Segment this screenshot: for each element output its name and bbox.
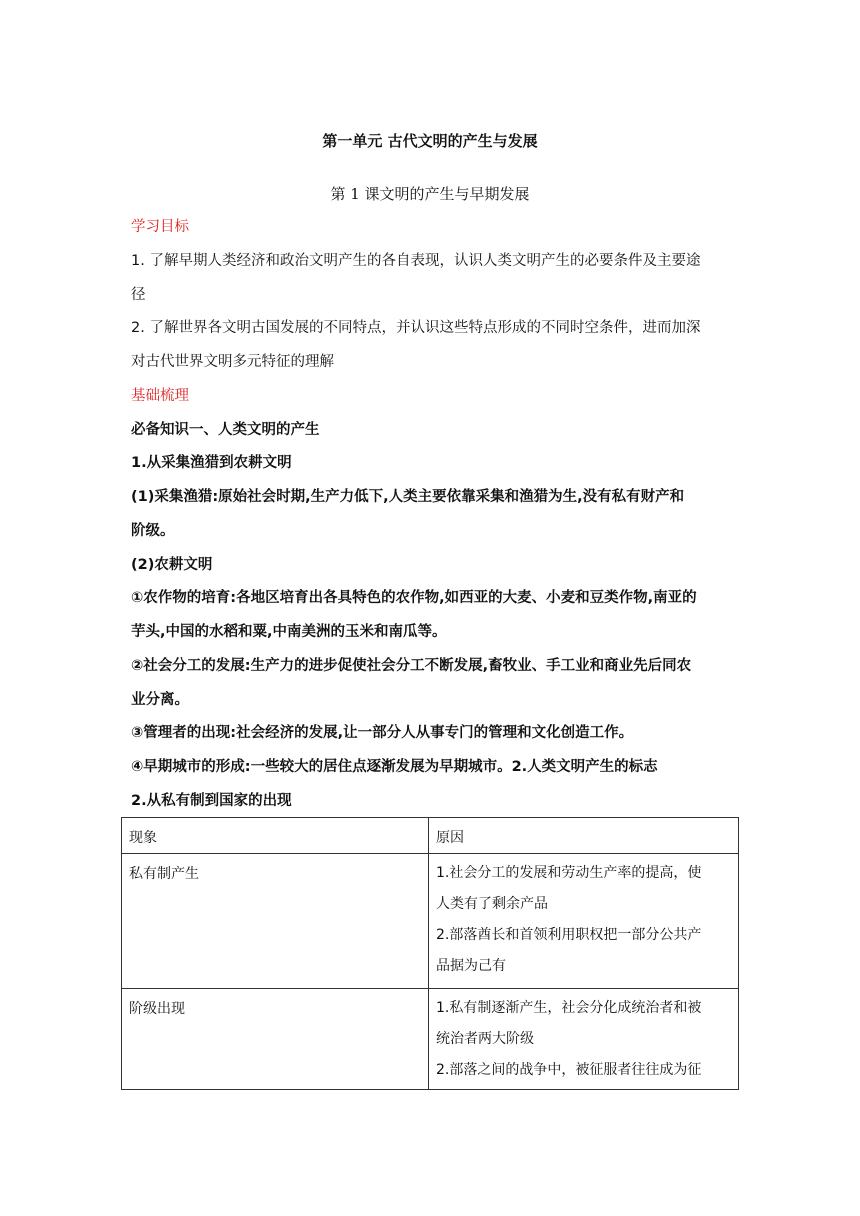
lesson-title: 第 1 课文明的产生与早期发展 (330, 185, 530, 203)
phenomenon-reason-table (121, 817, 739, 1090)
reason-cell (429, 989, 739, 1090)
reason-line: 1.私有制逐渐产生，社会分化成统治者和被 (436, 1000, 702, 1016)
phenomenon-cell: 阶级出现 (122, 989, 429, 1090)
knowledge-heading: 必备知识一、人类文明的产生 (131, 422, 320, 438)
item-1-line-1: ①农作物的培育:各地区培育出各具特色的农作物,如西亚的大麦、小麦和豆类作物,南亚的 (131, 590, 697, 606)
item-2-line-1: ②社会分工的发展:生产力的进步促使社会分工不断发展,畜牧业、手工业和商业先后同农 (131, 658, 692, 674)
reason-line: 品据为己有 (436, 958, 506, 974)
section-2-heading: 2.从私有制到国家的出现 (131, 793, 292, 809)
item-3: ③管理者的出现:社会经济的发展,让一部分人从事专门的管理和文化创造工作。 (131, 725, 634, 741)
goal-1-line-1: 1. 了解早期人类经济和政治文明产生的各自表现，认识人类文明产生的必要条件及主要途 (131, 253, 701, 269)
goal-2-line-2: 对古代世界文明多元特征的理解 (131, 354, 334, 370)
unit-title: 第一单元 古代文明的产生与发展 (322, 132, 538, 150)
table-header-row (122, 818, 739, 854)
reason-cell (429, 854, 739, 989)
paragraph-2: (2)农耕文明 (131, 557, 213, 573)
table-row (122, 854, 739, 989)
goals-heading: 学习目标 (131, 219, 189, 235)
reason-line: 1.社会分工的发展和劳动生产率的提高，使 (436, 865, 702, 881)
section-1-heading: 1.从采集渔猎到农耕文明 (131, 455, 292, 471)
reason-line: 统治者两大阶级 (436, 1031, 534, 1047)
header-reason: 原因 (429, 818, 739, 854)
reason-line: 2.部落酋长和首领利用职权把一部分公共产 (436, 927, 702, 943)
paragraph-1-line-1: (1)采集渔猎:原始社会时期,生产力低下,人类主要依靠采集和渔猎为生,没有私有财产和 (131, 489, 685, 505)
reason-line: 2.部落之间的战争中，被征服者往往成为征 (436, 1062, 702, 1078)
goal-2-line-1: 2. 了解世界各文明古国发展的不同特点，并认识这些特点形成的不同时空条件，进而加深 (131, 320, 701, 336)
item-2-line-2: 业分离。 (131, 692, 189, 708)
basics-heading: 基础梳理 (131, 388, 189, 404)
item-4: ④早期城市的形成:一些较大的居住点逐渐发展为早期城市。2.人类文明产生的标志 (131, 759, 658, 775)
table-row (122, 989, 739, 1090)
header-phenomenon: 现象 (122, 818, 429, 854)
paragraph-1-line-2: 阶级。 (131, 523, 175, 539)
phenomenon-cell: 私有制产生 (122, 854, 429, 989)
item-1-line-2: 芋头,中国的水稻和粟,中南美洲的玉米和南瓜等。 (131, 624, 447, 640)
goal-1-line-2: 径 (131, 287, 146, 303)
reason-line: 人类有了剩余产品 (436, 896, 548, 912)
